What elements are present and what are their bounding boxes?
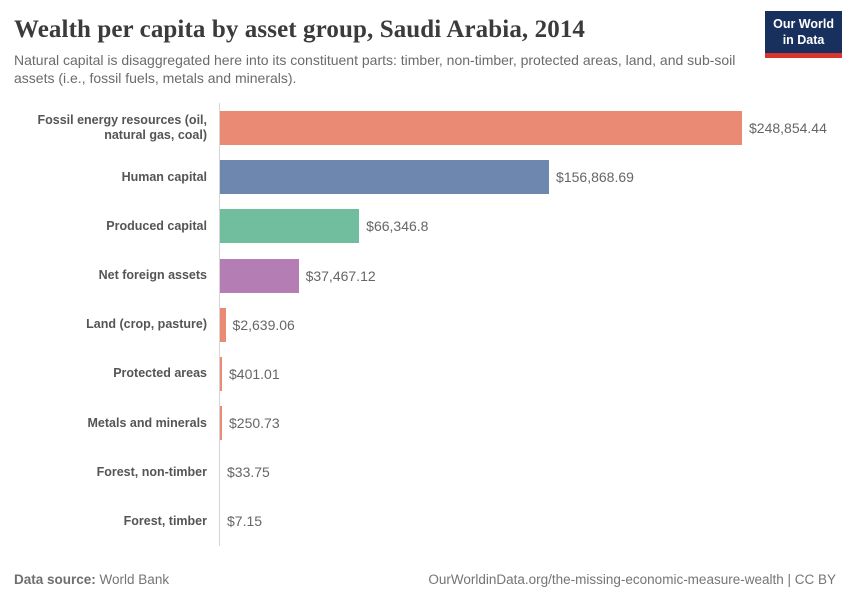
bar-zone [219,103,836,152]
bar-zone [219,251,836,300]
category-label: Fossil energy resources (oil, natural gas, coal) [37,112,207,142]
bar[interactable] [220,160,549,194]
bar-zone [219,399,836,448]
data-source [14,572,169,587]
bar-zone [219,202,836,251]
data-source-label: Data source: [14,572,96,587]
chart-row [14,399,836,448]
chart-row [14,300,836,349]
chart-title: Wealth per capita by asset group, Saudi Arabia, 2014 [14,16,586,43]
value-label: $401.01 [229,365,280,382]
value-label: $66,346.8 [366,218,429,235]
value-label: $7.15 [227,513,263,530]
chart-row [14,153,836,202]
header [14,0,836,87]
chart-row [14,103,836,152]
category-label: Human capital [121,169,207,184]
footer [14,572,836,587]
data-source-value: World Bank [99,572,170,587]
bar-zone [219,153,836,202]
category-label: Forest, non-timber [96,464,207,479]
chart-subtitle: Natural capital is disaggregated here into its constituent parts: timber, non-timber, protected areas, land, and sub-soil assets (i.e., fossil fuels, metals and minerals). [14,52,736,87]
owid-logo-line1: Our World [773,17,834,31]
bar[interactable] [220,209,359,243]
owid-logo[interactable] [765,11,842,58]
bar-zone [219,448,836,497]
category-label: Metals and minerals [87,415,207,430]
bar-chart [14,103,836,546]
chart-row [14,349,836,398]
attribution: OurWorldinData.org/the-missing-economic-measure-wealth | CC BY [428,572,836,587]
bar[interactable] [220,259,299,293]
chart-row [14,202,836,251]
bar[interactable] [220,308,226,342]
category-label: Land (crop, pasture) [86,317,207,332]
value-label: $250.73 [229,415,280,432]
category-label: Net foreign assets [98,268,207,283]
value-label: $2,639.06 [232,316,295,333]
bar-zone [219,300,836,349]
category-label: Forest, timber [123,513,207,528]
chart-row [14,251,836,300]
chart-row [14,448,836,497]
bar[interactable] [220,357,222,391]
bar-zone [219,349,836,398]
bar[interactable] [220,111,742,145]
chart-row [14,497,836,546]
owid-logo-line2: in Data [782,32,825,47]
category-label: Produced capital [106,218,207,233]
bar-zone [219,497,836,546]
value-label: $33.75 [227,464,270,481]
bar[interactable] [220,406,222,440]
value-label: $156,868.69 [556,169,634,186]
value-label: $37,467.12 [305,267,376,284]
category-label: Protected areas [113,366,207,381]
value-label: $248,854.44 [749,119,827,136]
